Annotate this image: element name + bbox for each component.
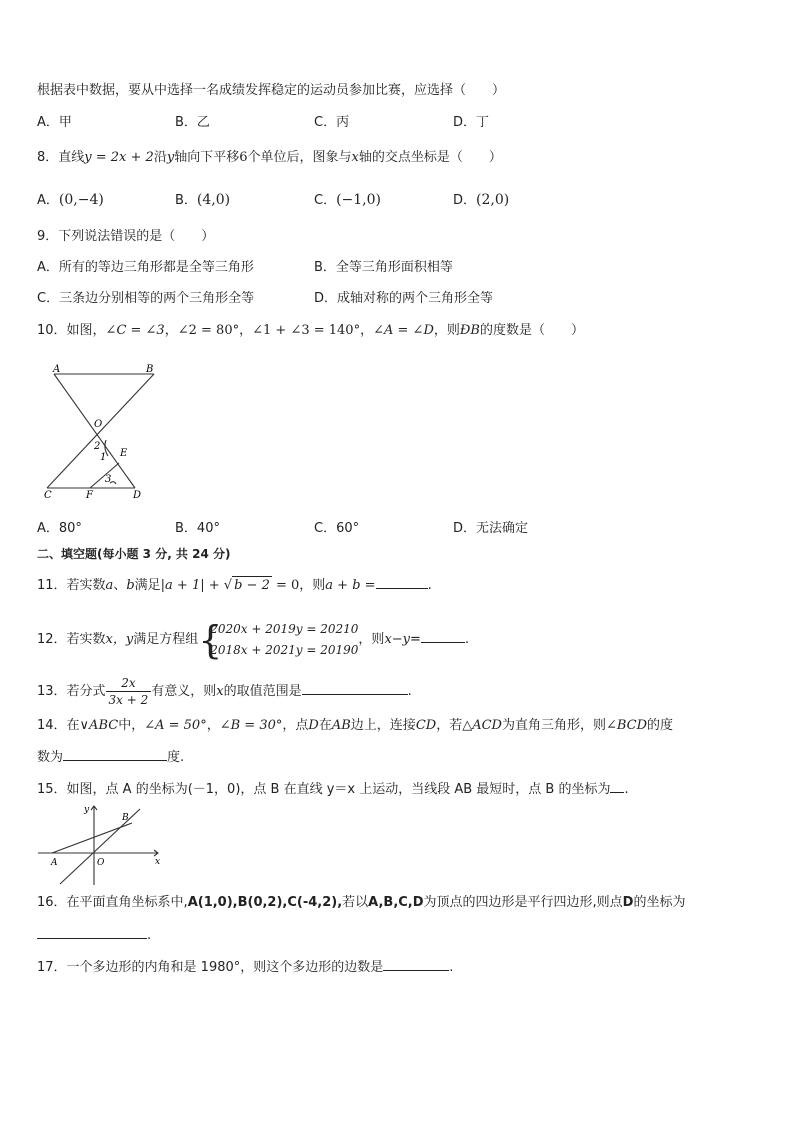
- q17-stem: 17．一个多边形的内角和是 1980°，则这个多边形的边数是 .: [37, 960, 454, 975]
- fig15-label-o: O: [97, 858, 105, 868]
- fig10-label-1: 1: [100, 452, 107, 463]
- q8-equation: y = 2x + 2: [84, 150, 154, 165]
- q13-stem: 13．若分式 $\frac{2x}{3x + 2}$ 有意义，则x的取值范围是 .: [37, 670, 412, 711]
- q11-answer-blank[interactable]: [376, 576, 428, 589]
- q9-option-a: A．所有的等边三角形都是全等三角形: [37, 260, 254, 275]
- q7-option-c: C．丙: [314, 115, 350, 130]
- q10-stem: 10．如图，∠C = ∠3，∠2 = 80°，∠1 + ∠3 = 140°，∠A = ∠D，则ÐB的度数是（ ）: [37, 323, 584, 338]
- q10-figure: [36, 364, 166, 500]
- fig15-label-b: B: [122, 813, 129, 823]
- q9-option-c: C．三条边分别相等的两个三角形全等: [37, 291, 255, 306]
- q16-answer-blank[interactable]: [37, 926, 147, 939]
- q7-option-d: D．丁: [453, 115, 490, 130]
- fig10-label-e: E: [120, 448, 128, 459]
- q7-option-b: B．乙: [175, 115, 210, 130]
- q8-option-d: D．(2,0): [453, 192, 510, 208]
- q9-option-d: D．成轴对称的两个三角形全等: [314, 291, 494, 306]
- q9-stem: 9．下列说法错误的是（ ）: [37, 229, 215, 244]
- q12-eq1: 2020x + 2019y = 20210: [210, 621, 359, 636]
- q14-stem-line2: 数为 度.: [37, 750, 185, 765]
- q12-equation-system: { 2020x + 2019y = 20210 2018x + 2021y = 20190: [198, 617, 359, 662]
- fig15-label-x: x: [155, 857, 161, 867]
- fig10-label-b: B: [146, 364, 154, 375]
- fig15-label-y: y: [84, 805, 90, 815]
- q8-option-b: B．(4,0): [175, 192, 231, 208]
- q14-answer-blank[interactable]: [63, 748, 167, 761]
- q14-stem: 14．在∨ABC中，∠A = 50°，∠B = 30°，点D在AB边上，连接CD，若△ACD为直角三角形，则∠BCD的度: [37, 718, 674, 733]
- q10-option-a: A．80°: [37, 521, 82, 536]
- q9-option-b: B．全等三角形面积相等: [314, 260, 453, 275]
- fig10-label-a: A: [53, 364, 61, 375]
- fig10-label-c: C: [44, 490, 52, 500]
- q8-option-a: A．(0,−4): [37, 192, 104, 208]
- q12-stem: 12．若实数x，y满足方程组 { 2020x + 2019y = 20210 2018x + 2021y = 20190 ，则x−y= .: [37, 614, 469, 658]
- section-title-fill-in: 二、填空题(每小题 3 分, 共 24 分): [37, 547, 231, 561]
- q15-figure: [36, 802, 168, 888]
- q8-stem: 8．直线y = 2x + 2沿y轴向下平移6个单位后，图象与x轴的交点坐标是（ ）: [37, 150, 502, 165]
- q12-answer-blank[interactable]: [421, 614, 465, 643]
- fig15-label-a: A: [51, 858, 58, 868]
- q8-option-c: C．(−1,0): [314, 192, 381, 208]
- q16-stem-line2: .: [37, 926, 151, 945]
- q10-option-d: D．无法确定: [453, 521, 529, 536]
- q10-option-b: B．40°: [175, 521, 220, 536]
- q13-answer-blank[interactable]: [302, 670, 408, 695]
- q12-eq2: 2018x + 2021y = 20190: [210, 642, 359, 657]
- q7-stem: 根据表中数据，要从中选择一名成绩发挥稳定的运动员参加比赛，应选择（ ）: [37, 83, 506, 98]
- q11-stem: 11．若实数a、b满足|a + 1| + √ b − 2 = 0，则a + b = .: [37, 578, 432, 593]
- fig10-label-f: F: [86, 490, 93, 500]
- q15-stem: 15．如图，点 A 的坐标为(－1，0)，点 B 在直线 y＝x 上运动，当线段 AB 最短时，点 B 的坐标为 .: [37, 782, 629, 797]
- fig10-label-o: O: [94, 419, 103, 430]
- q7-option-a: A．甲: [37, 115, 72, 130]
- q11-radicand: b − 2: [234, 578, 270, 593]
- q16-stem: 16．在平面直角坐标系中,A(1,0),B(0,2),C(-4,2),若以A,B,C,D为顶点的四边形是平行四边形,则点D的坐标为: [37, 895, 686, 910]
- q13-fraction: $\frac{2x}{3x + 2}$: [106, 675, 152, 708]
- fig10-label-3: 3: [105, 474, 112, 485]
- fig10-label-d: D: [133, 490, 142, 500]
- q15-answer-blank[interactable]: [610, 780, 624, 793]
- fig10-label-2: 2: [94, 441, 101, 452]
- q10-option-c: C．60°: [314, 521, 360, 536]
- q17-answer-blank[interactable]: [383, 958, 449, 971]
